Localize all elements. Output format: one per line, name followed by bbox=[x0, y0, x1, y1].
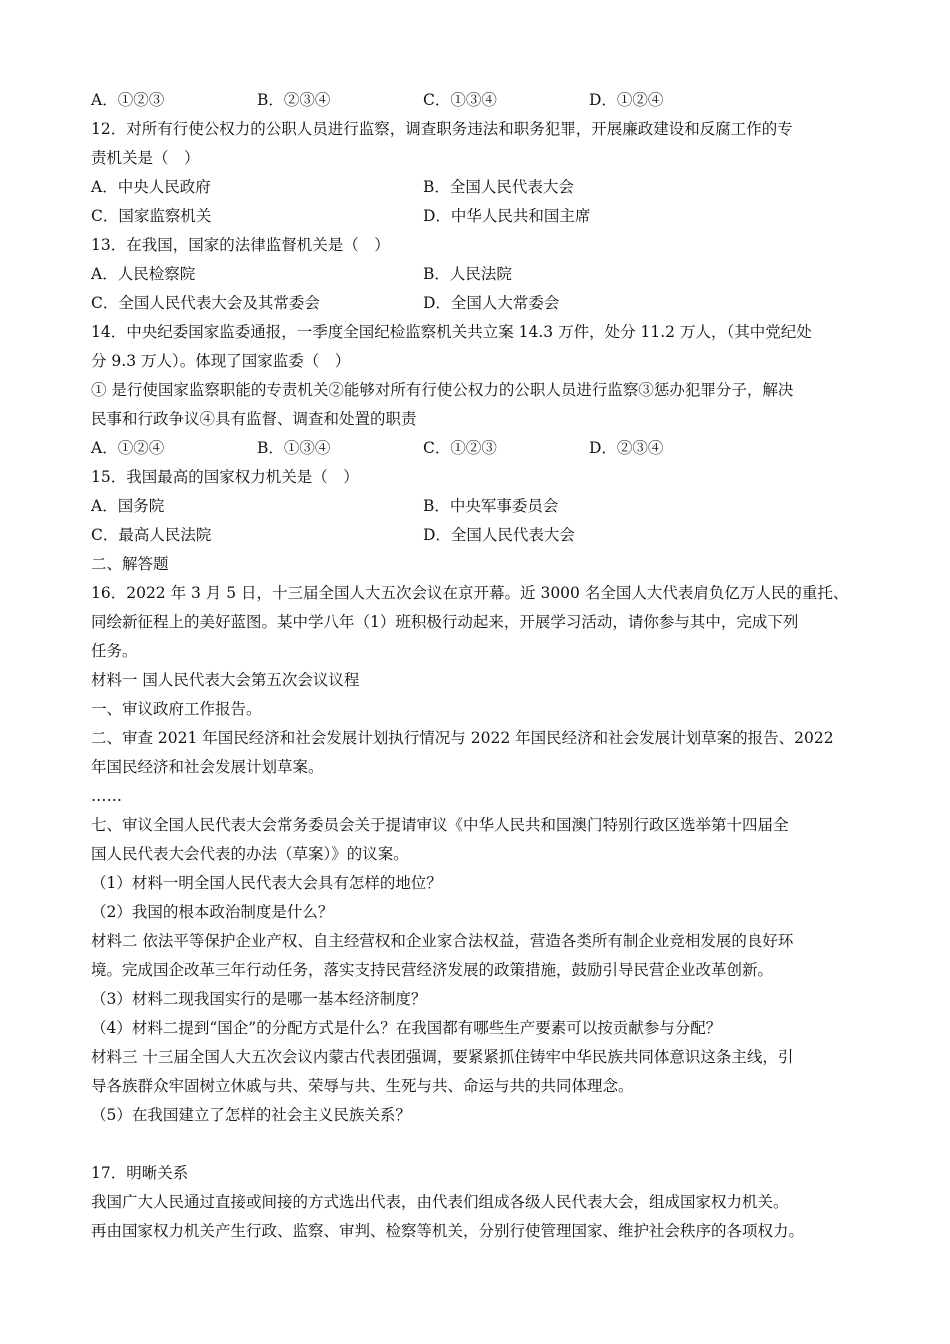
q15-option-b: B．中央军事委员会 bbox=[423, 497, 559, 515]
q15-option-c: C．最高人民法院 bbox=[91, 526, 212, 544]
q16-agenda-item-2-line-1: 二、审查 2021 年国民经济和社会发展计划执行情况与 2022 年国民经济和社会发展计划草案的报告、2022 bbox=[91, 729, 834, 747]
q14-option-b: B．①③④ bbox=[257, 439, 331, 457]
q12-option-c: C．国家监察机关 bbox=[91, 207, 212, 225]
q11-option-c: C．①③④ bbox=[423, 91, 497, 109]
q14-stem-line-1: 14．中央纪委国家监委通报，一季度全国纪检监察机关共立案 14.3 万件，处分 11.2 万人，（其中党纪处 bbox=[91, 323, 812, 341]
q16-material-3-line-1: 材料三 十三届全国人大五次会议内蒙古代表团强调，要紧紧抓住铸牢中华民族共同体意识这条主线，引 bbox=[91, 1048, 794, 1066]
q16-agenda-item-1: 一、审议政府工作报告。 bbox=[91, 700, 262, 718]
q16-material-3-line-2: 导各族群众牢固树立休戚与共、荣辱与共、生死与共、命运与共的共同体理念。 bbox=[91, 1077, 634, 1095]
q16-subquestion-4: （4）材料二提到“国企”的分配方式是什么？在我国都有哪些生产要素可以按贡献参与分配？ bbox=[91, 1019, 722, 1037]
q14-stem-line-2: 分 9.3 万人）。体现了国家监委（ ） bbox=[91, 352, 351, 370]
q16-line-3: 任务。 bbox=[91, 642, 138, 660]
q11-option-a: A．①②③ bbox=[91, 91, 165, 109]
q13-option-a: A．人民检察院 bbox=[91, 265, 196, 283]
q11-option-d: D．①②④ bbox=[589, 91, 664, 109]
section-title: 二、解答题 bbox=[91, 555, 169, 573]
q16-material-2-line-1: 材料二 依法平等保护企业产权、自主经营权和企业家合法权益，营造各类所有制企业竞相发展的良好环 bbox=[91, 932, 794, 950]
q16-agenda-item-7-line-2: 国人民代表大会代表的办法（草案）》的议案。 bbox=[91, 845, 409, 863]
q16-agenda-item-2-line-2: 年国民经济和社会发展计划草案。 bbox=[91, 758, 324, 776]
q16-agenda-item-7-line-1: 七、审议全国人民代表大会常务委员会关于提请审议《中华人民共和国澳门特别行政区选举第十四届全 bbox=[91, 816, 789, 834]
q11-option-b: B．②③④ bbox=[257, 91, 331, 109]
q12-option-d: D．中华人民共和国主席 bbox=[423, 207, 591, 225]
q16-material-2-line-2: 境。完成国企改革三年行动任务，落实支持民营经济发展的政策措施，鼓励引导民营企业改革创新。 bbox=[91, 961, 774, 979]
q17-title: 17．明晰关系 bbox=[91, 1164, 189, 1182]
q15-option-d: D．全国人民代表大会 bbox=[423, 526, 575, 544]
q16-subquestion-5: （5）在我国建立了怎样的社会主义民族关系？ bbox=[91, 1106, 411, 1124]
q17-text-line-2: 再由国家权力机关产生行政、监察、审判、检察等机关，分别行使管理国家、维护社会秩序的各项权力。 bbox=[91, 1222, 805, 1240]
q15-option-a: A．国务院 bbox=[91, 497, 165, 515]
q16-subquestion-1: （1）材料一明全国人民代表大会具有怎样的地位？ bbox=[91, 874, 442, 892]
q14-option-c: C．①②③ bbox=[423, 439, 497, 457]
q16-ellipsis: …… bbox=[91, 787, 122, 805]
q12-option-b: B．全国人民代表大会 bbox=[423, 178, 574, 196]
q12-stem-line-1: 12．对所有行使公权力的公职人员进行监察，调查职务违法和职务犯罪，开展廉政建设和反腐工作的专 bbox=[91, 120, 793, 138]
q13-option-b: B．人民法院 bbox=[423, 265, 512, 283]
q14-stem-line-3: ① 是行使国家监察职能的专责机关②能够对所有行使公权力的公职人员进行监察③惩办犯罪分子，解决 bbox=[91, 381, 794, 399]
q16-subquestion-2: （2）我国的根本政治制度是什么？ bbox=[91, 903, 334, 921]
q15-stem: 15．我国最高的国家权力机关是（ ） bbox=[91, 468, 359, 486]
q14-option-d: D．②③④ bbox=[589, 439, 664, 457]
q13-option-c: C．全国人民代表大会及其常委会 bbox=[91, 294, 320, 312]
q13-stem: 13．在我国，国家的法律监督机关是（ ） bbox=[91, 236, 390, 254]
q16-line-2: 同绘新征程上的美好蓝图。某中学八年（1）班积极行动起来，开展学习活动，请你参与其中，完成下列 bbox=[91, 613, 799, 631]
q13-option-d: D．全国人大常委会 bbox=[423, 294, 560, 312]
q12-stem-line-2: 责机关是（ ） bbox=[91, 149, 200, 167]
q16-subquestion-3: （3）材料二现我国实行的是哪一基本经济制度？ bbox=[91, 990, 427, 1008]
q14-option-a: A．①②④ bbox=[91, 439, 165, 457]
q16-line-1: 16．2022 年 3 月 5 日，十三届全国人大五次会议在京开幕。近 3000 名全国人大代表肩负亿万人民的重托、 bbox=[91, 584, 849, 602]
q17-text-line-1: 我国广大人民通过直接或间接的方式选出代表，由代表们组成各级人民代表大会，组成国家权力机关。 bbox=[91, 1193, 789, 1211]
q14-stem-line-4: 民事和行政争议④具有监督、调查和处置的职责 bbox=[91, 410, 417, 428]
q12-option-a: A．中央人民政府 bbox=[91, 178, 211, 196]
q16-material-1-title: 材料一 国人民代表大会第五次会议议程 bbox=[91, 671, 360, 689]
